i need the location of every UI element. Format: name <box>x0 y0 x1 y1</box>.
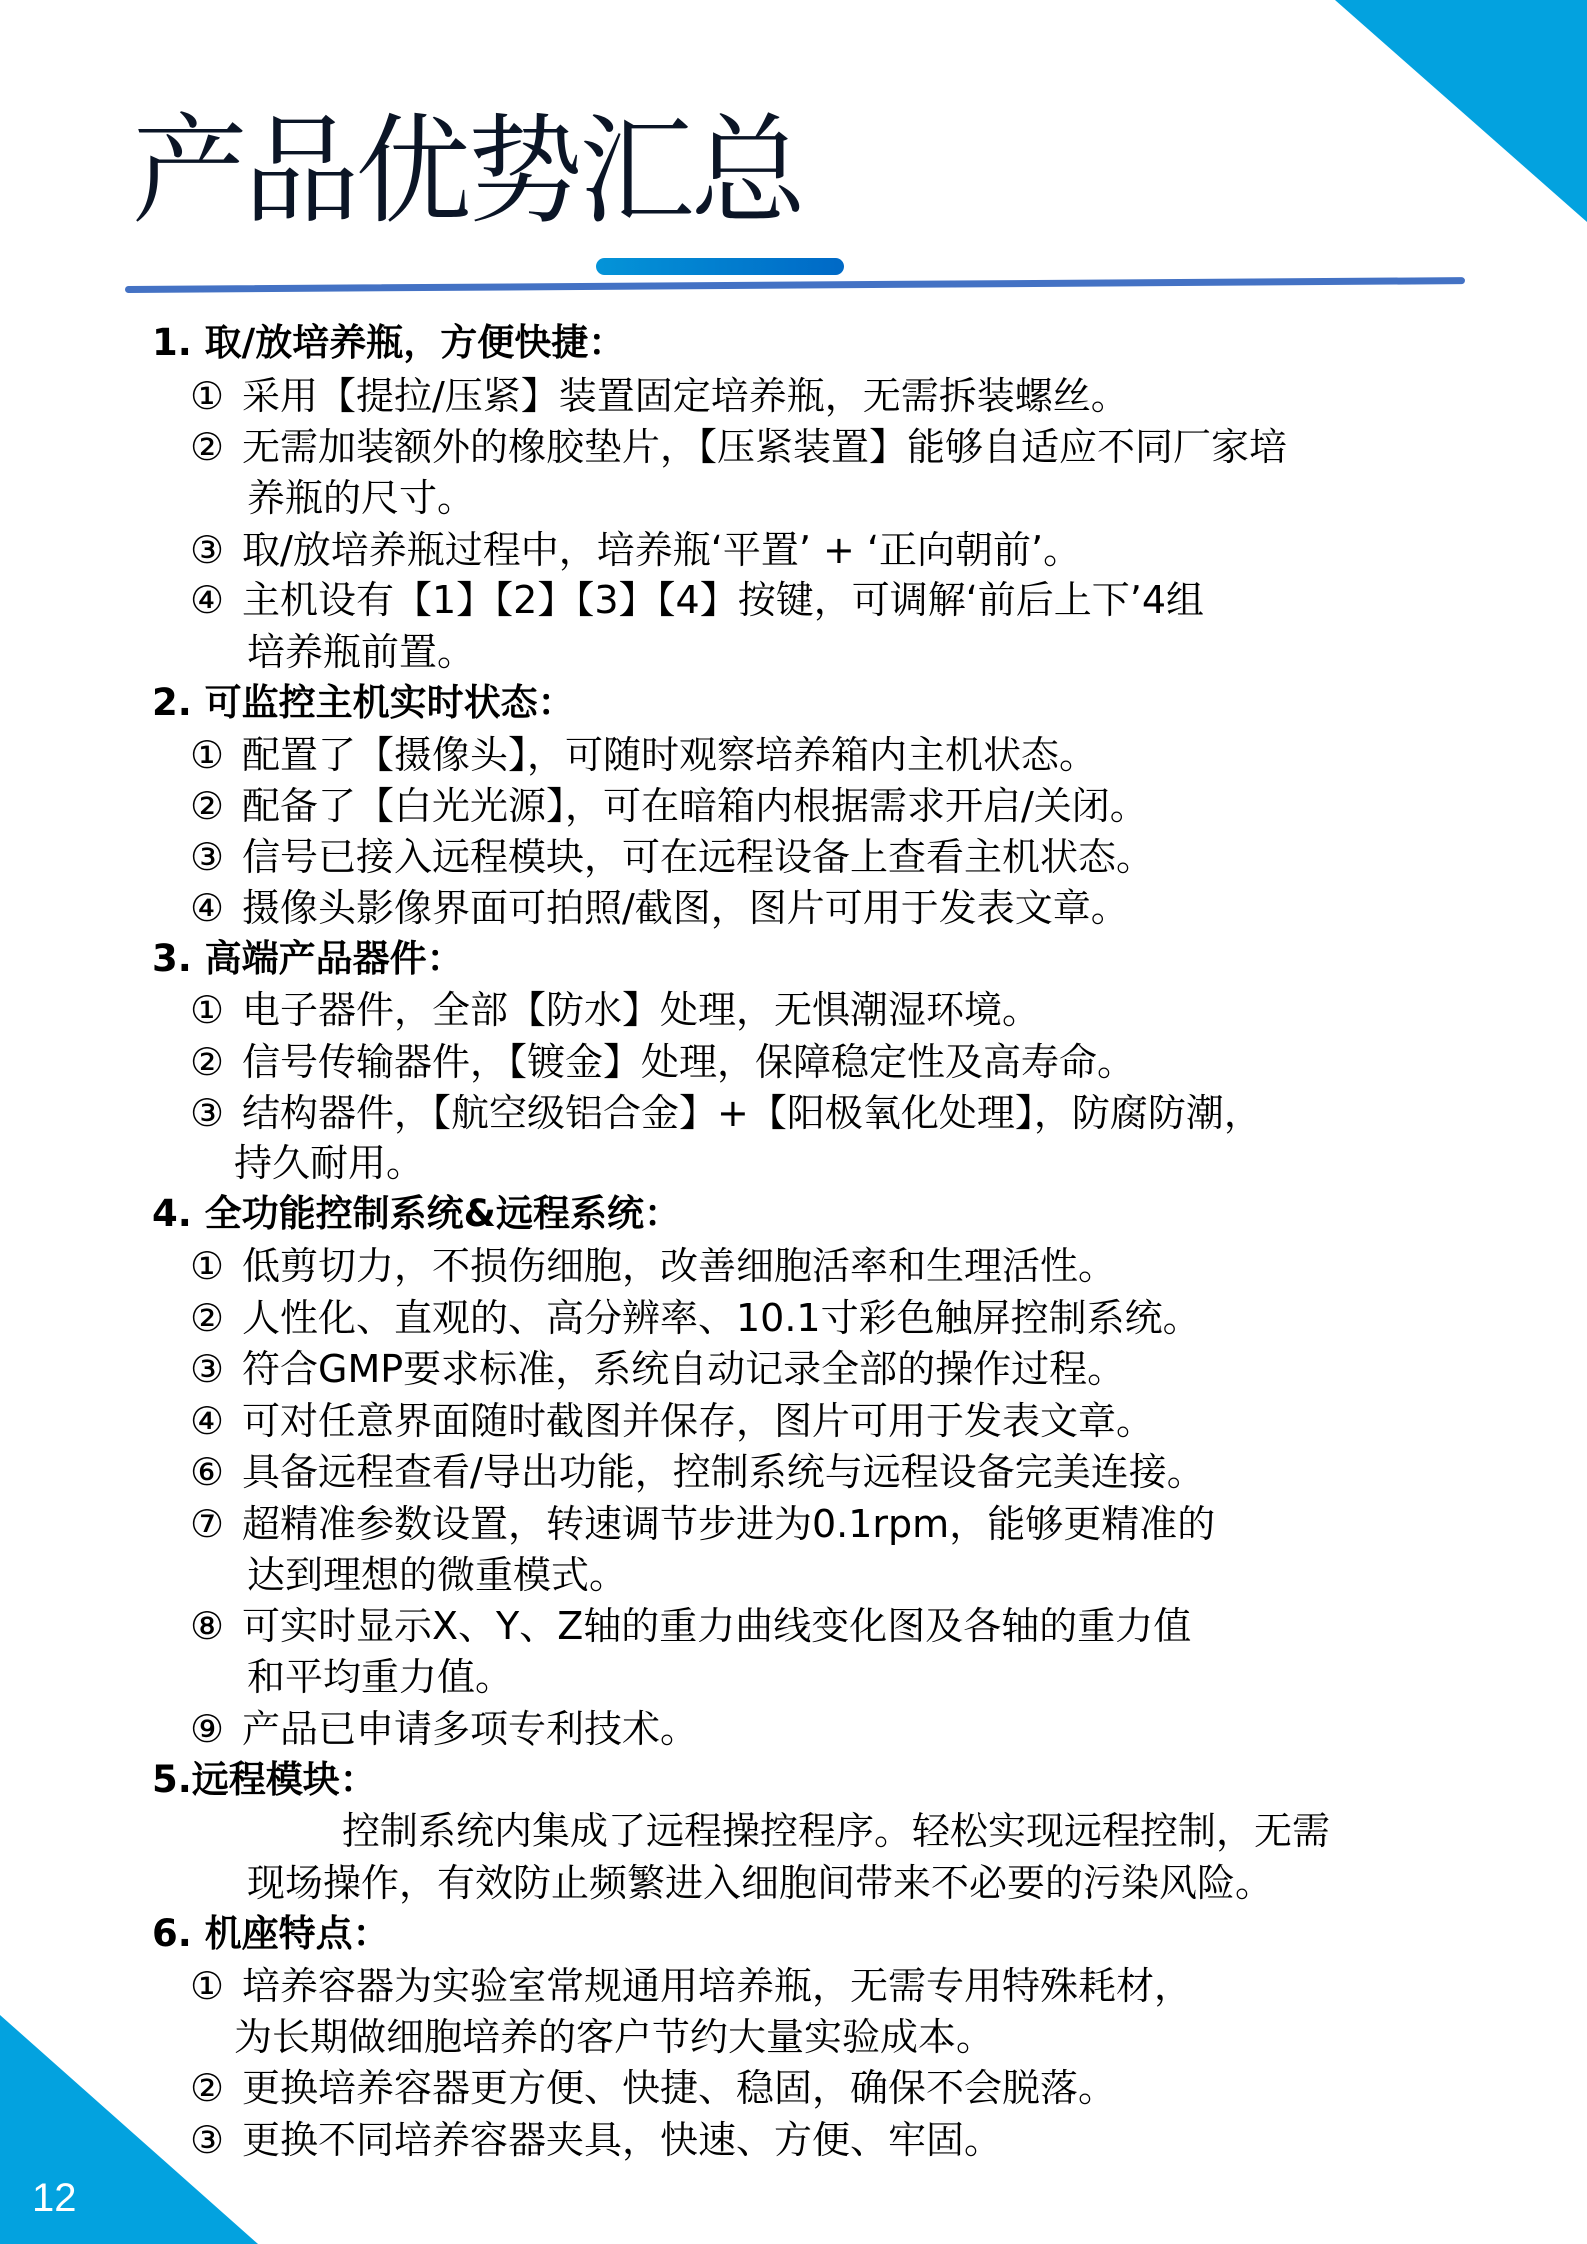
list-item <box>190 988 1040 1032</box>
item-text: 更换不同培养容器夹具，快速、方便、牢固。 <box>242 2118 1003 2162</box>
item-number: ③ <box>190 1091 225 1135</box>
item-text: 更换培养容器更方便、快捷、稳固，确保不会脱落。 <box>242 2066 1117 2110</box>
item-number: ② <box>190 2066 225 2110</box>
section-heading: 4. 全功能控制系统&远程系统： <box>152 1192 681 1235</box>
list-item <box>190 1091 1262 1135</box>
item-text: 低剪切力，不损伤细胞，改善细胞活率和生理活性。 <box>242 1244 1117 1288</box>
item-number: ⑦ <box>190 1502 225 1546</box>
corner-triangle-top-right <box>1335 0 1587 222</box>
list-item <box>190 1244 1116 1288</box>
item-text: 摄像头影像界面可拍照/截图，图片可用于发表文章。 <box>242 886 1129 930</box>
section-heading: 3. 高端产品器件： <box>152 937 464 980</box>
list-item <box>190 1707 698 1751</box>
item-number: ① <box>190 988 225 1032</box>
item-text-continued: 培养瓶前置。 <box>247 630 476 674</box>
item-number: ① <box>190 733 225 777</box>
item-number: ② <box>190 1040 225 1084</box>
list-item <box>190 2066 1116 2110</box>
list-item <box>190 2118 1002 2162</box>
item-text: 结构器件，【航空级铝合金】+【阳极氧化处理】，防腐防潮， <box>242 1091 1262 1135</box>
item-number: ① <box>190 374 225 418</box>
item-number: ② <box>190 425 225 469</box>
list-item <box>190 1296 1201 1340</box>
item-text: 采用【提拉/压紧】装置固定培养瓶，无需拆装螺丝。 <box>242 374 1129 418</box>
item-number: ① <box>190 1244 225 1288</box>
paragraph-line: 现场操作，有效防止频繁进入细胞间带来不必要的污染风险。 <box>247 1861 1274 1905</box>
list-item <box>190 1964 1192 2008</box>
item-text: 取/放培养瓶过程中，培养瓶‘平置’ + ‘正向朝前’。 <box>242 528 1082 572</box>
page-title: 产品优势汇总 <box>132 102 803 240</box>
item-text: 无需加装额外的橡胶垫片，【压紧装置】能够自适应不同厂家培 <box>242 425 1288 469</box>
item-text: 超精准参数设置，转速调节步进为0.1rpm，能够更精准的 <box>242 1502 1216 1546</box>
list-item <box>190 1399 1154 1443</box>
section-heading: 2. 可监控主机实时状态： <box>152 681 575 724</box>
paragraph-line: 控制系统内集成了远程操控程序。轻松实现远程控制，无需 <box>342 1809 1331 1853</box>
item-number: ⑧ <box>190 1604 225 1648</box>
item-text: 产品已申请多项专利技术。 <box>242 1707 699 1751</box>
item-number: ④ <box>190 1399 225 1443</box>
item-text: 信号已接入远程模块，可在远程设备上查看主机状态。 <box>242 835 1155 879</box>
item-text: 主机设有【1】【2】【3】【4】按键，可调解‘前后上下’4组 <box>242 578 1205 622</box>
item-number: ② <box>190 784 225 828</box>
item-text: 信号传输器件，【镀金】处理，保障稳定性及高寿命。 <box>242 1040 1136 1084</box>
item-text: 培养容器为实验室常规通用培养瓶，无需专用特殊耗材， <box>242 1964 1193 2008</box>
item-text: 配备了【白光光源】，可在暗箱内根据需求开启/关闭。 <box>242 784 1148 828</box>
item-text: 电子器件，全部【防水】处理，无惧潮湿环境。 <box>242 988 1041 1032</box>
section-heading: 5.远程模块： <box>152 1758 377 1801</box>
item-text: 人性化、直观的、高分辨率、10.1寸彩色触屏控制系统。 <box>242 1296 1201 1340</box>
list-item <box>190 784 1148 828</box>
item-text-continued: 达到理想的微重模式。 <box>247 1553 628 1597</box>
item-text: 符合GMP要求标准，系统自动记录全部的操作过程。 <box>242 1347 1126 1391</box>
list-item <box>190 886 1129 930</box>
list-item <box>190 733 1097 777</box>
item-text: 具备远程查看/导出功能，控制系统与远程设备完美连接。 <box>242 1450 1205 1494</box>
item-number: ④ <box>190 578 225 622</box>
list-item <box>190 1040 1135 1084</box>
list-item <box>190 1450 1205 1494</box>
item-text-continued: 为长期做细胞培养的客户节约大量实验成本。 <box>234 2015 995 2059</box>
item-text-continued: 养瓶的尺寸。 <box>247 476 476 520</box>
item-number: ② <box>190 1296 225 1340</box>
title-accent-bar <box>596 258 844 275</box>
item-text-continued: 持久耐用。 <box>234 1141 425 1185</box>
list-item <box>190 374 1129 418</box>
item-number: ④ <box>190 886 225 930</box>
item-number: ③ <box>190 2118 225 2162</box>
item-number: ③ <box>190 1347 225 1391</box>
item-text-continued: 和平均重力值。 <box>247 1655 514 1699</box>
section-heading: 1. 取/放培养瓶，方便快捷： <box>152 321 626 364</box>
item-text: 可实时显示X、Y、Z轴的重力曲线变化图及各轴的重力值 <box>242 1604 1192 1648</box>
page-number: 12 <box>32 2176 77 2220</box>
list-item <box>190 1347 1125 1391</box>
list-item <box>190 1502 1215 1546</box>
list-item <box>190 1604 1191 1648</box>
list-item <box>190 835 1154 879</box>
item-text: 配置了【摄像头】，可随时观察培养箱内主机状态。 <box>242 733 1098 777</box>
item-number: ③ <box>190 835 225 879</box>
item-number: ③ <box>190 528 225 572</box>
list-item <box>190 578 1204 622</box>
section-heading: 6. 机座特点： <box>152 1912 390 1955</box>
item-text: 可对任意界面随时截图并保存，图片可用于发表文章。 <box>242 1399 1155 1443</box>
item-number: ⑨ <box>190 1707 225 1751</box>
item-number: ⑥ <box>190 1450 225 1494</box>
title-divider <box>125 277 1465 293</box>
list-item <box>190 528 1081 572</box>
list-item <box>190 425 1287 469</box>
item-number: ① <box>190 1964 225 2008</box>
